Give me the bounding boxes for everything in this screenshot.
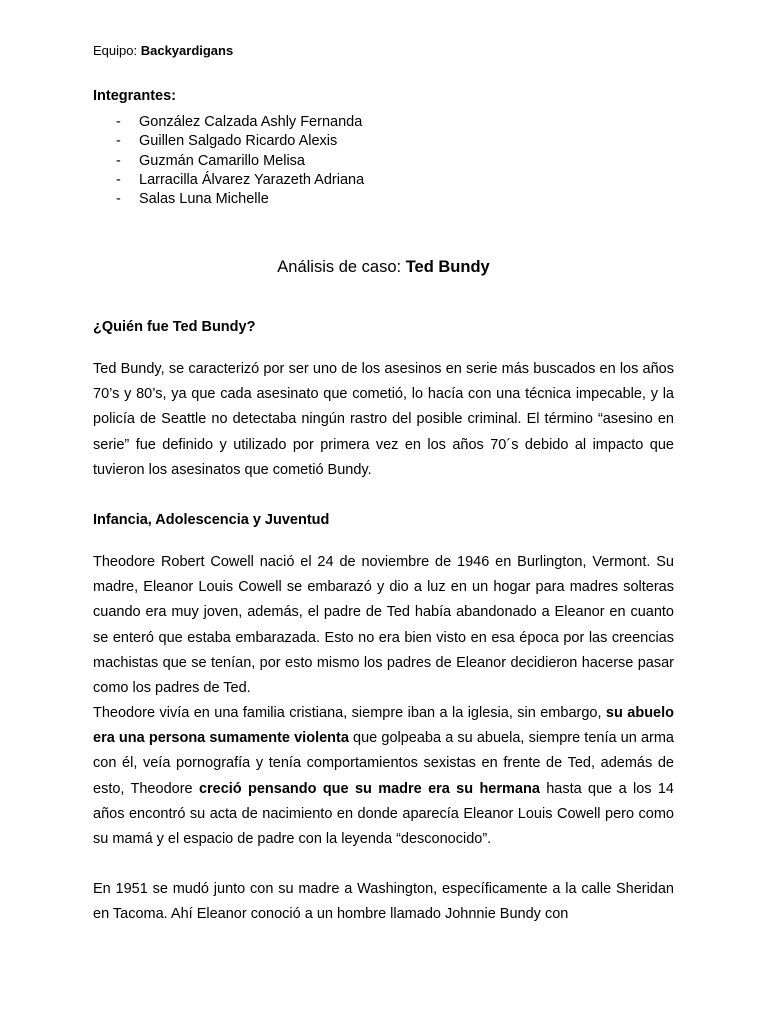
paragraph-birth: Theodore Robert Cowell nació el 24 de noviembre de 1946 en Burlington, Vermont. Su madre, Eleanor Louis Cowell se embarazó y dio a luz en un hogar para madres solteras cuando era muy joven, además, el padre de Ted había abandonado a Eleanor en cuanto se enteró que estaba embarazada. Esto no era bien visto en esa época por las creencias machistas que se tenían, por esto mismo los padres de Eleanor decidieron hacerse pasar como los padres de Ted. [93,554,674,697]
paragraph-move: En 1951 se mudó junto con su madre a Washington, específicamente a la calle Sheridan en Tacoma. Ahí Eleanor conoció a un hombre llamado Johnnie Bundy con [93,881,674,923]
paragraph-family-text: Theodore vivía en una familia cristiana, siempre iban a la iglesia, sin embargo, [93,705,606,721]
paragraph-family-text: que golpeaba a su abuela, siempre tenía un arma con él, veía pornografía y tenía comportamientos sexistas en frente de Ted, además de esto, Theodore [93,730,674,797]
members-list [93,113,364,209]
team-label: Equipo: [93,43,138,58]
section-heading-childhood: Infancia, Adolescencia y Juventud [93,512,330,528]
document-page [93,0,674,1024]
paragraph-family-emphasis: su abuelo era una persona sumamente violenta [93,705,674,747]
paragraph-who: Ted Bundy, se caracterizó por ser uno de los asesinos en serie más buscados en los años 70’s y 80’s, ya que cada asesinato que cometió, lo hacía con una técnica impecable, y la policía de Seattle no detectaba ningún rastro del posible criminal. El término “asesino en serie” fue definido y utilizado por primera vez en los años 70´s debido al impacto que tuvieron los asesinatos que cometió Bundy. [93,361,674,478]
section-heading-who: ¿Quién fue Ted Bundy? [93,319,256,335]
members-title: Integrantes: [93,88,176,104]
member-item: - Salas Luna Michelle [93,190,364,209]
member-item: - González Calzada Ashly Fernanda [93,113,364,132]
team-name: Backyardigans [140,43,234,58]
paragraph-family-text: hasta que a los 14 años encontró su acta de nacimiento en donde aparecía Eleanor Louis Cowell pero como su mamá y el espacio de padre con la leyenda “desconocido”. [93,780,674,848]
member-item: - Larracilla Álvarez Yarazeth Adriana [93,171,364,190]
paragraph-family [93,701,674,852]
case-title-prefix: Análisis de caso: [277,258,402,276]
team-line [93,42,233,60]
paragraph-family-emphasis: creció pensando que su madre era su hermana [198,780,540,797]
case-title-subject: Ted Bundy [405,258,490,276]
member-item: - Guillen Salgado Ricardo Alexis [93,132,364,151]
case-title [93,257,674,277]
member-item: - Guzmán Camarillo Melisa [93,152,364,171]
